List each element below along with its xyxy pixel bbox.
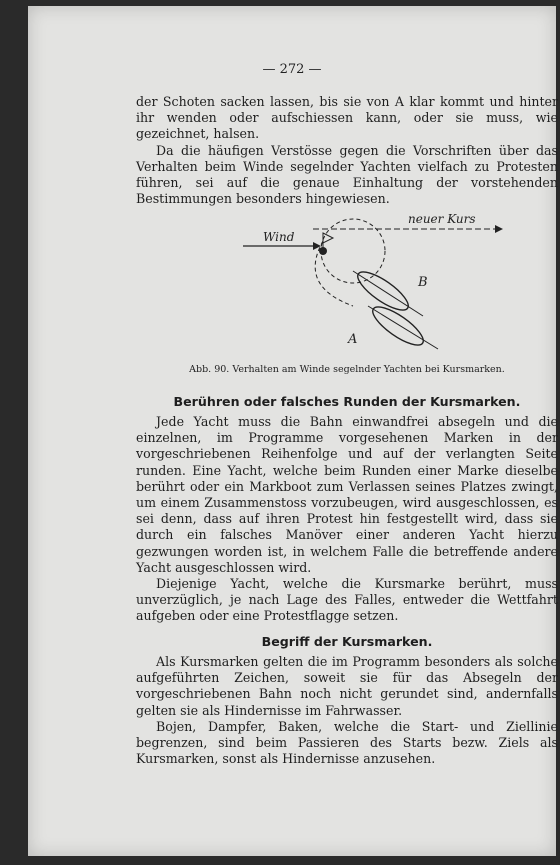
section-heading: Begriff der Kursmarken. bbox=[261, 634, 433, 649]
paragraph: Als Kursmarken gelten die im Programm besonders als solche aufgeführten Zeichen, soweit sie für das Absegeln der vorgeschriebenen Bahn noch nicht gerundet sind, andernfalls gelten sie als Hindernisse im Fahrwasser. bbox=[136, 654, 558, 718]
sailing-diagram bbox=[203, 211, 503, 361]
page-number: — 272 — bbox=[262, 62, 322, 77]
yacht-b-hull bbox=[353, 266, 414, 317]
yacht-a-hull bbox=[368, 301, 429, 352]
figure-diagram bbox=[203, 211, 503, 361]
paragraph: Jede Yacht muss die Bahn einwandfrei absegeln und die einzelnen, im Programme vorgesehenen Marken in der vorgeschriebenen Reihenfolge und auf der verlangten Seite runden. Eine Yacht, welche beim Runden einer Marke dieselbe berührt oder ein Markboot zum Verlassen seines Platzes zwingt, um einem Zusammenstoss vorzubeugen, wird ausgeschlossen, es sei denn, dass auf ihren Protest hin festgestellt wird, dass sie durch ein falsches Manöver einer anderen Yacht hierzu gezwungen worden ist, in welchem Falle die betreffende andere Yacht ausgeschlossen wird. bbox=[136, 414, 558, 575]
top-text-block bbox=[136, 94, 558, 207]
book-page bbox=[28, 6, 556, 856]
paragraph: Diejenige Yacht, welche die Kursmarke berührt, muss unverzüglich, je nach Lage des Falles, entweder die Wettfahrt aufgeben oder eine Protestflagge setzen. bbox=[136, 576, 558, 624]
paragraph: der Schoten sacken lassen, bis sie von A klar kommt und hinter ihr wenden oder aufschiessen kann, oder sie muss, wie gezeichnet, halsen. bbox=[136, 94, 558, 142]
arrow-head-icon bbox=[495, 225, 503, 233]
section-heading: Berühren oder falsches Runden der Kursmarken. bbox=[173, 394, 521, 409]
section2-text bbox=[136, 654, 558, 767]
yacht-b-label: B bbox=[418, 275, 428, 290]
figure-caption: Abb. 90. Verhalten am Winde segelnder Yachten bei Kursmarken. bbox=[189, 364, 505, 375]
new-course-label: neuer Kurs bbox=[408, 212, 476, 226]
yacht-a-boom bbox=[368, 306, 438, 349]
paragraph: Da die häufigen Verstösse gegen die Vorschriften über das Verhalten beim Winde segelnder Yachten vielfach zu Protesten führen, sei auf die genaue Einhaltung der vorstehenden Bestimmungen besonders hingewiesen. bbox=[136, 142, 558, 207]
wind-label: Wind bbox=[263, 230, 295, 244]
flag-icon bbox=[323, 233, 333, 243]
section1-text bbox=[136, 414, 558, 625]
paragraph: Bojen, Dampfer, Baken, welche die Start- und Ziellinie begrenzen, sind beim Passieren des Starts bezw. Ziels als Kursmarken, sonst als Hindernisse anzusehen. bbox=[136, 718, 558, 767]
yacht-a-label: A bbox=[348, 332, 358, 347]
